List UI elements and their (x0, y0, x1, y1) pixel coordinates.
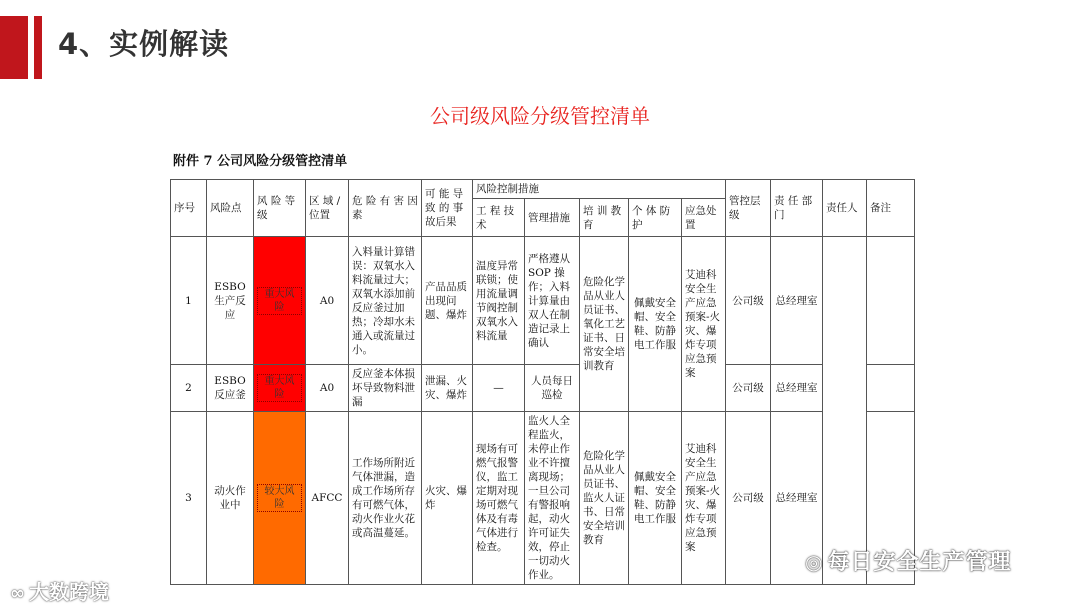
header-point: 风险点 (207, 180, 254, 237)
cell-seq: 1 (171, 237, 207, 365)
cell-level (254, 365, 306, 412)
risk-level-badge: 重大风险 (257, 374, 302, 402)
table-row (171, 237, 915, 365)
cell-hazard: 反应釜本体损坏导致物料泄漏 (349, 365, 422, 412)
cell-level (254, 237, 306, 365)
wechat-icon: ◎ (805, 550, 824, 574)
cell-control-level: 公司级 (726, 365, 771, 412)
header-row-1 (171, 180, 915, 199)
cell-point: ESBO 反应釜 (207, 365, 254, 412)
document-subtitle: 附件 7 公司风险分级管控清单 (173, 154, 348, 169)
cell-engineering: 现场有可燃气报警仪，监工定期对现场可燃气体及有毒气体进行检查。 (473, 412, 525, 585)
risk-control-table (170, 179, 915, 585)
cell-engineering: 温度异常联锁；使用流量调节阀控制双氧水入料流量 (473, 237, 525, 365)
cell-management: 严格遵从SOP 操作；入料计算量由双人在制造记录上确认 (525, 237, 580, 365)
title-accent-bar (0, 16, 42, 79)
cell-dept: 总经理室 (771, 412, 823, 585)
cell-hazard: 工作场所附近气体泄漏，造成工作场所存有可燃气体，动火作业火花或高温蔓延。 (349, 412, 422, 585)
slide-title: 4、实例解读 (58, 27, 230, 61)
document-title: 公司级风险分级管控清单 (430, 104, 650, 128)
cell-area: A0 (306, 365, 349, 412)
watermark-wechat-text: 每日安全生产管理 (827, 550, 1012, 575)
header-control-group: 风险控制措施 (473, 180, 726, 199)
cell-remark (867, 365, 915, 412)
header-management: 管理措施 (525, 199, 580, 237)
cell-ppe: 佩戴安全帽、安全鞋、防静电工作服 (629, 412, 682, 585)
cell-seq: 3 (171, 412, 207, 585)
cell-point: ESBO 生产反应 (207, 237, 254, 365)
cell-control-level: 公司级 (726, 412, 771, 585)
table-row (171, 365, 915, 412)
cell-area: A0 (306, 237, 349, 365)
cell-emergency: 艾迪科安全生产应急预案-火灾、爆炸专项应急预案 (682, 237, 726, 412)
cell-ppe: 佩戴安全帽、安全鞋、防静电工作服 (629, 237, 682, 412)
cell-management: 监火人全程监火，未停止作业不许擅离现场；一旦公司有警报响起，动火许可证失效，停止一切动火作业。 (525, 412, 580, 585)
cell-seq: 2 (171, 365, 207, 412)
risk-level-badge: 较大风险 (257, 484, 302, 512)
header-ppe: 个 体 防护 (629, 199, 682, 237)
cell-training: 危险化学品从业人员证书、监火人证书、日常安全培训教育 (580, 412, 629, 585)
cell-level (254, 412, 306, 585)
cell-training: 危险化学品从业人员证书、氧化工艺证书、日常安全培训教育 (580, 237, 629, 412)
header-person: 责任人 (823, 180, 867, 237)
cell-emergency: 艾迪科安全生产应急预案-火灾、爆炸专项应急预案 (682, 412, 726, 585)
cell-engineering: — (473, 365, 525, 412)
header-remark: 备注 (867, 180, 915, 237)
cell-consequence: 火灾、爆炸 (422, 412, 473, 585)
header-training: 培 训 教育 (580, 199, 629, 237)
risk-level-badge: 重大风险 (257, 287, 302, 315)
header-level: 风 险 等级 (254, 180, 306, 237)
cell-point: 动火作业中 (207, 412, 254, 585)
header-control-level: 管控层级 (726, 180, 771, 237)
cell-area: AFCC (306, 412, 349, 585)
watermark-bigdata-text: 大数跨境 (29, 580, 109, 604)
header-area: 区 域 / 位置 (306, 180, 349, 237)
header-engineering: 工 程 技术 (473, 199, 525, 237)
cell-consequence: 产品品质出现问题、爆炸 (422, 237, 473, 365)
watermark-wechat (805, 545, 1011, 576)
header-dept: 责 任 部门 (771, 180, 823, 237)
header-consequence: 可 能 导致 的 事故后果 (422, 180, 473, 237)
header-seq: 序号 (171, 180, 207, 237)
cell-management: 人员每日巡检 (525, 365, 580, 412)
cell-dept: 总经理室 (771, 365, 823, 412)
cell-remark (867, 237, 915, 365)
cell-control-level: 公司级 (726, 237, 771, 365)
cell-hazard: 入料量计算错误：双氧水入料流量过大；双氧水添加前反应釜过加热；冷却水未通入或流量过小。 (349, 237, 422, 365)
bigdata-logo-icon: ∞ (10, 583, 25, 604)
table-row (171, 412, 915, 585)
cell-dept: 总经理室 (771, 237, 823, 365)
header-hazard: 危 险 有 害 因素 (349, 180, 422, 237)
cell-person (823, 237, 867, 585)
cell-consequence: 泄漏、火灾、爆炸 (422, 365, 473, 412)
header-emergency: 应急处置 (682, 199, 726, 237)
watermark-bigdata (10, 576, 109, 605)
